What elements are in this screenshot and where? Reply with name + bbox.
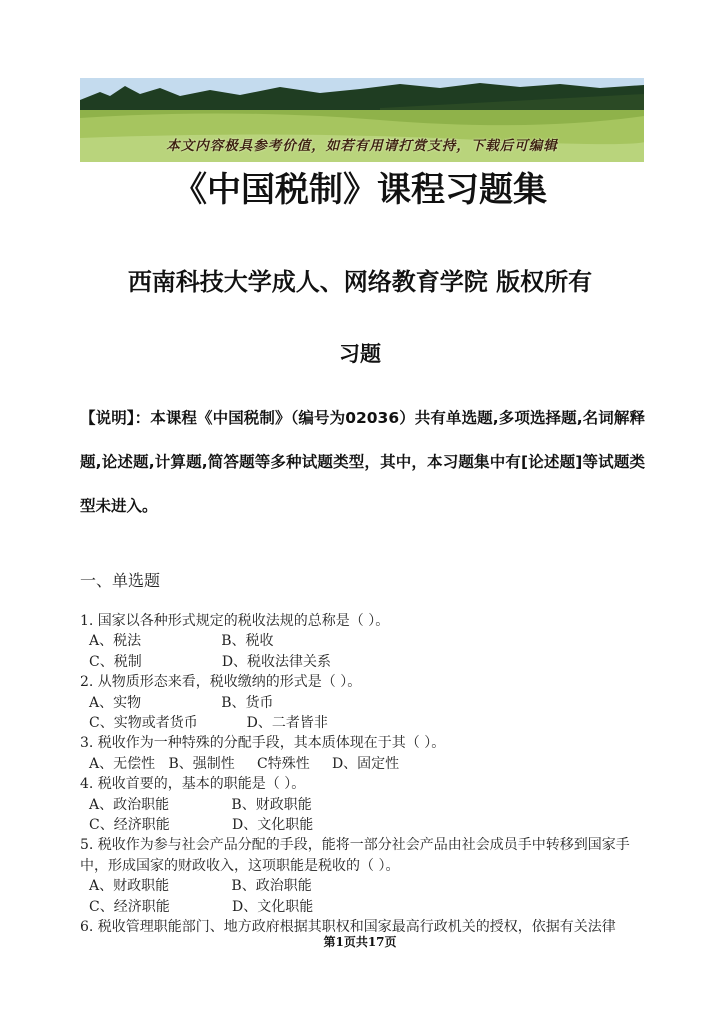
page-footer: 第1页共17页 — [323, 935, 397, 949]
question-option-line: C、经济职能 D、文化职能 — [89, 817, 314, 834]
banner-image — [80, 78, 644, 162]
document-title: 《中国税制》课程习题集 — [173, 170, 547, 210]
question-text: 3. 税收作为一种特殊的分配手段，其本质体现在于其（ ）。 — [80, 735, 446, 752]
question-text: 1. 国家以各种形式规定的税收法规的总称是（ ）。 — [80, 613, 390, 629]
question-option-line: C、税制 D、税收法律关系 — [89, 653, 332, 670]
question-option-line: C、实物或者货币 D、二者皆非 — [89, 715, 328, 732]
document-subtitle: 西南科技大学成人、网络教育学院 版权所有 — [127, 268, 593, 296]
question-option-line: A、实物 B、货币 — [89, 694, 274, 711]
exercise-heading: 习题 — [339, 342, 381, 366]
instructions-note: 【说明】：本课程《中国税制》（编号为02036）共有单选题,多项选择题,名词解释题,论述题,计算题,简答题等多种试题类型，其中，本习题集中有[论述题]等试题类型未进入。 — [80, 409, 645, 515]
question-text: 4. 税收首要的，基本的职能是（ ）。 — [80, 776, 306, 793]
question-text: 5. 税收作为参与社会产品分配的手段，能将一部分社会产品由社会成员手中转移到国家手中，形成国家的财政收入，这项职能是税收的（ ）。 — [80, 837, 630, 874]
question-option-line: A、无偿性 B、强制性 C特殊性 D、固定性 — [89, 755, 400, 772]
question-text: 2. 从物质形态来看，税收缴纳的形式是（ ）。 — [80, 674, 362, 691]
question-option-line: A、财政职能 B、政治职能 — [89, 878, 312, 895]
question-option-line: A、税法 B、税收 — [89, 633, 274, 650]
question-list — [80, 611, 645, 938]
section-title: 一、单选题 — [80, 571, 161, 590]
question-option-line: A、政治职能 B、财政职能 — [89, 796, 312, 813]
banner-caption: 本文内容极具参考价值，如若有用请打赏支持，下载后可编辑 — [166, 138, 558, 154]
question-text: 6. 税收管理职能部门、地方政府根据其职权和国家最高行政机关的授权，依据有关法律 — [80, 919, 616, 936]
question-option-line: C、经济职能 D、文化职能 — [89, 898, 314, 915]
